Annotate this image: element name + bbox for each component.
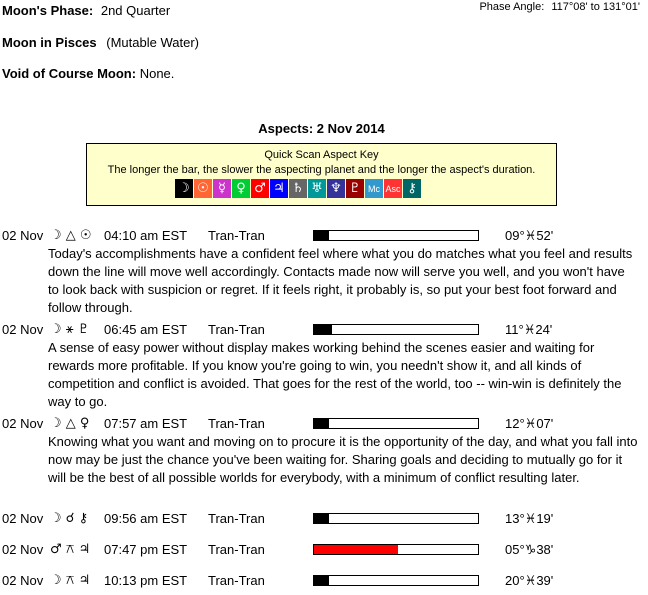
- aspect-row: [0, 542, 648, 558]
- duration-bar: [313, 230, 479, 241]
- aspects-title: Aspects: 2 Nov 2014: [258, 121, 385, 136]
- aspect-glyphs: ♂ ⚻ ♃: [50, 542, 91, 557]
- aspect-degree: 12°♓07': [505, 416, 554, 431]
- aspect-row: [0, 322, 648, 338]
- duration-bar-fill: [314, 576, 329, 585]
- aspect-glyphs: ☽ △ ☉: [50, 228, 92, 243]
- aspect-row: [0, 416, 648, 432]
- venus-icon: ♀: [232, 179, 250, 198]
- aspect-time: 06:45 am EST: [104, 322, 188, 337]
- neptune-icon: ♆: [327, 179, 345, 198]
- aspect-date: 02 Nov: [2, 511, 44, 526]
- aspect-row: [0, 228, 648, 244]
- aspect-type: Tran-Tran: [208, 573, 265, 588]
- aspect-description: A sense of easy power without display makes working behind the scenes easier and waiting for rewards more profitable. If you know you're going to win, you needn't show it, and all kinds of competition and conflict is avoided. That goes for the rest of the world, too -- win-win is definitely the way to go.: [48, 340, 622, 409]
- aspect-date: 02 Nov: [2, 322, 44, 337]
- aspect-time: 04:10 am EST: [104, 228, 188, 243]
- aspect-row: [0, 511, 648, 527]
- moon-icon: ☽: [175, 179, 193, 198]
- aspect-type: Tran-Tran: [208, 322, 265, 337]
- duration-bar-fill: [314, 419, 329, 428]
- duration-bar-fill: [314, 325, 332, 334]
- duration-bar-fill: [314, 231, 329, 240]
- duration-bar-fill: [314, 514, 329, 523]
- aspect-time: 07:57 am EST: [104, 416, 188, 431]
- void-of-course: [2, 66, 174, 81]
- aspect-time: 07:47 pm EST: [104, 542, 188, 557]
- void-label: Void of Course Moon:: [2, 66, 137, 81]
- jupiter-icon: ♃: [270, 179, 288, 198]
- uranus-icon: ♅: [308, 179, 326, 198]
- void-value: None.: [139, 66, 175, 81]
- duration-bar-fill: [314, 545, 398, 554]
- aspect-key-title: Quick Scan Aspect Key: [264, 149, 379, 161]
- aspect-type: Tran-Tran: [208, 416, 265, 431]
- moon-sign: [2, 35, 199, 50]
- aspect-description: Today's accomplishments have a confident feel where what you do matches what you feel and results down the line will move well accordingly. Contacts made now will serve you well, and you won't have to look back with suspicion or regret. If it feels right, it probably is, so put your best foot forward and follow through.: [48, 246, 633, 315]
- moon-sign-label: Moon in Pisces: [2, 35, 97, 50]
- aspect-row: [0, 573, 648, 589]
- aspect-type: Tran-Tran: [208, 542, 265, 557]
- aspect-degree: 05°♑38': [505, 542, 554, 557]
- duration-bar: [313, 575, 479, 586]
- aspect-date: 02 Nov: [2, 573, 44, 588]
- duration-bar: [313, 418, 479, 429]
- aspect-time: 10:13 pm EST: [104, 573, 188, 588]
- aspect-degree: 20°♓39': [505, 573, 554, 588]
- aspect-date: 02 Nov: [2, 228, 44, 243]
- aspect-key-box: [86, 143, 557, 206]
- pluto-icon: ♇: [346, 179, 364, 198]
- phase-angle-value: 117°08' to 131°01': [551, 1, 640, 13]
- sun-icon: ☉: [194, 179, 212, 198]
- midheaven-icon: Mc: [365, 179, 383, 198]
- aspect-time: 09:56 am EST: [104, 511, 188, 526]
- moon-sign-value: (Mutable Water): [106, 35, 199, 50]
- aspect-date: 02 Nov: [2, 542, 44, 557]
- aspect-glyphs: ☽ △ ♀: [50, 416, 90, 431]
- duration-bar: [313, 544, 479, 555]
- phase-angle: [479, 1, 640, 13]
- saturn-icon: ♄: [289, 179, 307, 198]
- moon-phase-value: 2nd Quarter: [100, 3, 171, 18]
- phase-angle-label: Phase Angle:: [479, 1, 545, 13]
- mercury-icon: ☿: [213, 179, 231, 198]
- chiron-icon: ⚷: [403, 179, 421, 198]
- aspect-type: Tran-Tran: [208, 511, 265, 526]
- duration-bar: [313, 324, 479, 335]
- duration-bar: [313, 513, 479, 524]
- moon-phase-label: Moon's Phase:: [2, 3, 94, 18]
- aspect-glyphs: ☽ ⚻ ♃: [50, 573, 91, 588]
- aspect-degree: 09°♓52': [505, 228, 554, 243]
- aspect-key-description: The longer the bar, the slower the aspecting planet and the longer the aspect's duration.: [107, 164, 536, 176]
- moon-phase: [2, 3, 170, 18]
- aspect-type: Tran-Tran: [208, 228, 265, 243]
- aspect-description: Knowing what you want and moving on to procure it is the opportunity of the day, and what you fall into now may be just the chance you've been waiting for. Sharing goals and deciding to mutually go for it will be the best of all possible worlds for everybody, with a minimum of conflict resulting later.: [48, 434, 638, 485]
- aspect-glyphs: ☽ ☌ ⚷: [50, 511, 89, 526]
- aspect-key-glyphs: [175, 179, 422, 198]
- aspect-degree: 13°♓19': [505, 511, 554, 526]
- aspect-date: 02 Nov: [2, 416, 44, 431]
- aspect-glyphs: ☽ ⚹ ♇: [50, 322, 90, 337]
- mars-icon: ♂: [251, 179, 269, 198]
- ascendant-icon: Asc: [384, 179, 402, 198]
- aspect-degree: 11°♓24': [505, 322, 553, 337]
